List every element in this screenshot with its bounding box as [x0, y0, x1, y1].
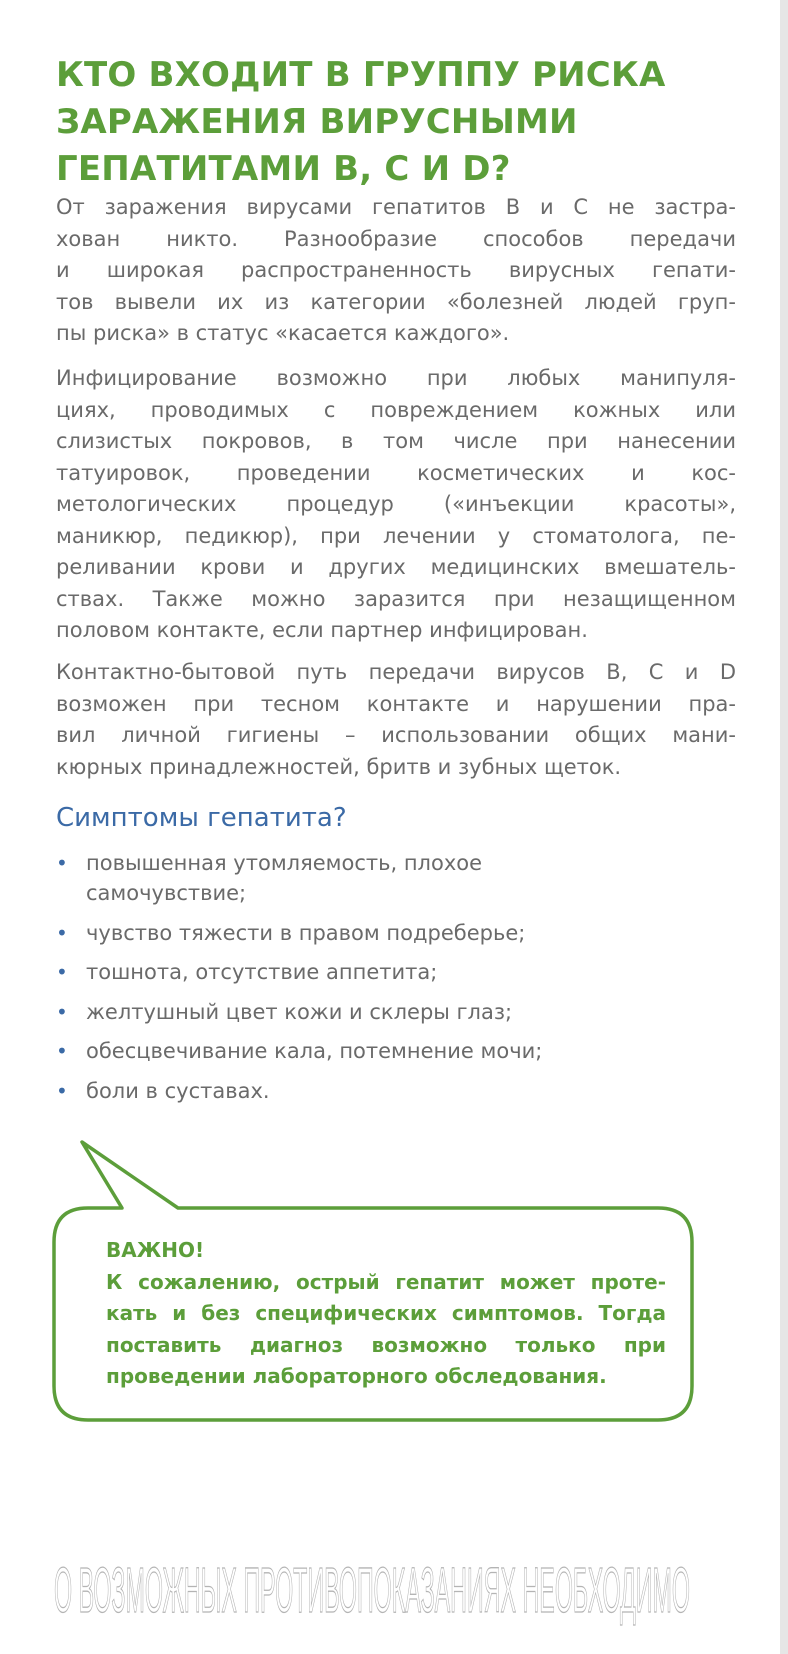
text-line: кюрных принадлежностей, бритв и зубных щеток.	[56, 754, 622, 779]
symptom-text: самочувствие;	[86, 881, 247, 905]
important-note	[106, 1235, 666, 1393]
text-line: маникюр, педикюр), при лечении у стоматолога, пе-	[56, 523, 736, 548]
text-line: возможен при тесном контакте и нарушении пра-	[56, 691, 736, 716]
footer-outline-text	[54, 1540, 694, 1628]
symptom-item	[56, 997, 736, 1027]
symptoms-list	[56, 848, 736, 1115]
symptom-item	[56, 957, 736, 987]
text-line: пы риска» в статус «касается каждого».	[56, 321, 510, 345]
text-line: хован никто. Разнообразие способов передачи	[56, 226, 736, 251]
text-line: половом контакте, если партнер инфицирован.	[56, 618, 588, 642]
text-line: вил личной гигиены – использовании общих мани-	[56, 723, 736, 747]
text-line: татуировок, проведении косметических и кос-	[56, 460, 736, 485]
important-label: ВАЖНО!	[106, 1238, 205, 1262]
text-line: Инфицирование возможно при любых манипуля-	[56, 366, 736, 390]
footer-text: О ВОЗМОЖНЫХ ПРОТИВОПОКАЗАНИЯХ НЕОБХОДИМО	[54, 1554, 690, 1626]
text-line: Контактно-бытовой путь передачи вирусов В, С и D	[56, 660, 736, 684]
bullet-icon: •	[56, 960, 68, 984]
symptom-text: боли в суставах.	[86, 1078, 270, 1103]
text-line: От заражения вирусами гепатитов В и С не застра-	[56, 195, 736, 219]
text-line: циях, проводимых с повреждением кожных или	[56, 397, 736, 422]
intro-paragraph	[56, 192, 736, 350]
bullet-icon: •	[56, 851, 68, 875]
important-text-line: проведении лабораторного обследования.	[106, 1364, 607, 1388]
symptom-item	[56, 918, 736, 948]
footer-outline-svg	[54, 1540, 694, 1628]
symptom-text: чувство тяжести в правом подреберье;	[86, 920, 526, 945]
symptoms-heading: Симптомы гепатита?	[56, 803, 347, 833]
symptom-text: обесцвечивание кала, потемнение мочи;	[86, 1039, 543, 1063]
symptom-text: желтушный цвет кожи и склеры глаз;	[86, 999, 513, 1024]
infection-paragraph	[56, 363, 736, 647]
household-paragraph	[56, 657, 736, 783]
symptom-item	[56, 1036, 736, 1066]
text-line: тов вывели их из категории «болезней людей груп-	[56, 289, 736, 314]
text-line: и широкая распространенность вирусных гепати-	[56, 258, 736, 282]
title-line: КТО ВХОДИТ В ГРУППУ РИСКА	[56, 55, 666, 95]
bullet-icon: •	[56, 999, 68, 1024]
symptom-text: повышенная утомляемость, плохое	[86, 851, 483, 875]
page-title	[56, 52, 736, 193]
bullet-icon: •	[56, 1039, 68, 1063]
important-text-line: кать и без специфических симптомов. Тогда	[106, 1301, 666, 1325]
title-line: ЗАРАЖЕНИЯ ВИРУСНЫМИ	[56, 102, 578, 142]
text-line: ствах. Также можно заразится при незащищенном	[56, 586, 736, 611]
bullet-icon: •	[56, 1078, 68, 1103]
page-edge	[780, 0, 788, 1654]
text-line: слизистых покровов, в том числе при нанесении	[56, 429, 736, 453]
text-line: реливании крови и других медицинских вмешатель-	[56, 555, 736, 579]
symptom-item	[56, 848, 736, 908]
symptom-item	[56, 1076, 736, 1106]
important-text-line: К сожалению, острый гепатит может проте-	[106, 1269, 666, 1294]
symptom-text: тошнота, отсутствие аппетита;	[86, 960, 438, 984]
important-text-line: поставить диагноз возможно только при	[106, 1332, 666, 1357]
bullet-icon: •	[56, 920, 68, 945]
text-line: метологических процедур («инъекции красоты»,	[56, 492, 736, 516]
title-line: ГЕПАТИТАМИ В, С И D?	[56, 149, 511, 189]
